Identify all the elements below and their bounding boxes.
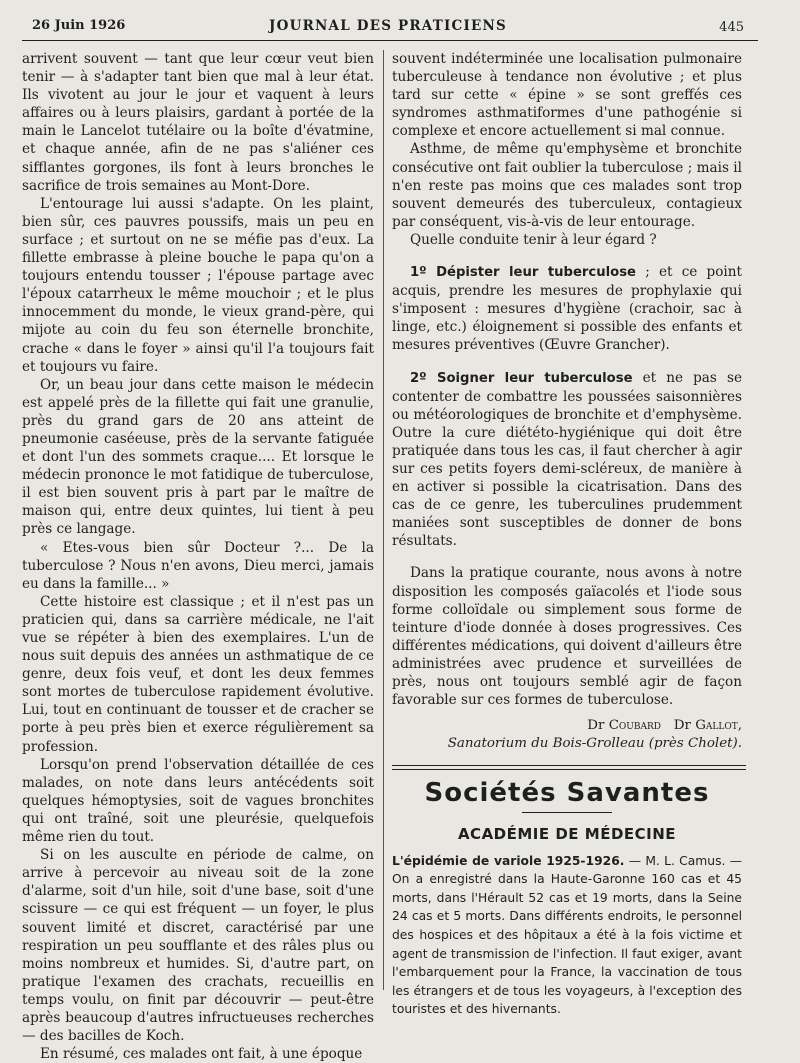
section-title: Sociétés Savantes <box>424 778 710 809</box>
point-one-label: 1º Dépister leur tuberculose <box>410 265 636 281</box>
paragraph: Quelle conduite tenir à leur égard ? <box>410 231 657 248</box>
signature-name: Gallot, <box>695 718 742 734</box>
academy-heading: ACADÉMIE DE MÉDECINE <box>457 825 677 844</box>
report-author: — M. L. Camus. <box>624 853 726 868</box>
academy-report <box>392 852 742 1019</box>
left-column <box>22 50 374 1063</box>
point-one-text: ; et ce point acquis, prendre les mesures de prophylaxie qui s'imposent : mesures d'hygiène (crachoir, sac à linge, etc.) éloignement si possible des enfants et mesures préventives (Œuvre Grancher). <box>392 264 742 354</box>
paragraph: souvent indéterminée une localisation pulmonaire tuberculeuse à tendance non évolutive ; et plus tard sur cette « épine » se sont greffés ces syndromes asthmatiformes d'une pathogénie si complexe et encore actuellement si mal connue. <box>392 51 742 140</box>
report-lead: L'épidémie de variole 1925-1926. <box>392 853 625 868</box>
point-one <box>392 263 742 354</box>
point-two <box>392 369 742 551</box>
report-text: — On a enregistré dans la Haute-Garonne 160 cas et 45 morts, dans l'Hérault 52 cas et 19 morts, dans la Seine 24 cas et 5 morts. Dans différents endroits, le personnel des hospices et des hôpitaux a été à la fois victime et agent de transmission de l'infection. Il faut exiger, avant l'embarquement pour la France, la vaccination de tous les étrangers et de tous les voyageurs, à l'exception des touristes et des hivernants. <box>392 853 742 1017</box>
signature-prefix: Dr <box>673 718 691 734</box>
closing-paragraph: Dans la pratique courante, nous avons à notre disposition les composés gaïacolés et l'iode sous forme colloïdale ou simplement sous forme de teinture d'iode donnée à doses progressives. Ces différentes médications, qui doivent d'ailleurs être administrées avec prudence et surveillées de près, nous ont toujours semblé agir de façon favorable sur ces formes de tuberculose. <box>392 565 742 709</box>
paragraph: Lorsqu'on prend l'observation détaillée de ces malades, on note dans leurs antécédents soit quelques hémoptysies, soit de vagues bronchites qui ont traîné, soit une pleurésie, quelquefois même rien du tout. <box>22 756 374 846</box>
header-date: 26 Juin 1926 <box>32 18 126 33</box>
running-header <box>32 16 744 40</box>
paragraph: Si on les ausculte en période de calme, on arrive à percevoir au niveau soit de la zone d'alarme, soit d'un hile, soit d'une base, soit d'une scissure — ce qui est fréquent — un foyer, le plus souvent limité et discret, caractérisé par une respiration un peu soufflante et des râles plus ou moins nombreux et humides. Si, d'autre part, on pratique l'examen des crachats, recueillis en temps voulu, on finit par découvrir — peut-être après beaucoup d'autres infructueuses recherches — des bacilles de Koch. <box>22 847 374 1045</box>
header-rule <box>22 40 758 41</box>
right-column <box>392 50 742 1019</box>
column-divider <box>383 50 384 990</box>
journal-title: JOURNAL DES PRATICIENS <box>269 18 507 34</box>
signature-name: Coubard <box>608 718 662 734</box>
paragraph: Cette histoire est classique ; et il n'est pas un praticien qui, dans sa carrière médicale, ne l'ait vue se répéter à bien des exemplaires. L'un de nous suit depuis des années un asthmatique de ce genre, deux fois veuf, et dont les deux femmes sont mortes de tuberculose rapidement évolutive. Lui, tout en continuant de tousser et de cracher se porte à peu près bien et exerce régulièrement sa profession. <box>22 593 374 755</box>
paragraph: Or, un beau jour dans cette maison le médecin est appelé près de la fillette qui fait une granulie, près du grand gars de 20 ans atteint de pneumonie caséeuse, près de la servante fatiguée et dont l'un des sommets craque.... Et lorsque le médecin prononce le mot fatidique de tuberculose, il est bien souvent pris à part par le maître de maison qui, entre deux quintes, lui tient à peu près ce langage. <box>22 376 374 538</box>
paragraph: « Etes-vous bien sûr Docteur ?... De la tuberculose ? Nous n'en avons, Dieu merci, jamais eu dans la famille... » <box>22 539 374 592</box>
point-two-text: et ne pas se contenter de combattre les poussées saisonnières ou météorologiques de bronchite et d'emphysème. Outre la cure diététo-hygiénique qui doit être pratiquée dans tous les cas, il faut chercher à agir sur ces petits foyers demi-scléreux, de manière à en activer si possible la cicatrisation. Dans des cas de ce genre, les tuberculines prudemment maniées sont susceptibles de donner de bons résultats. <box>392 369 742 550</box>
paragraph: Asthme, de même qu'emphysème et bronchite consécutive ont fait oublier la tuberculose ; mais il n'en reste pas moins que ces malades sont trop souvent demeurés des tuberculeux, contagieux par conséquent, vis-à-vis de leur entourage. <box>392 141 742 230</box>
signature-institution: Sanatorium du Bois-Grolleau (près Cholet). <box>447 736 742 752</box>
point-two-label: 2º Soigner leur tuberculose <box>410 370 633 386</box>
paragraph: En résumé, ces malades ont fait, à une époque <box>40 1046 363 1063</box>
paragraph: arrivent souvent — tant que leur cœur veut bien tenir — à s'adapter tant bien que mal à leur état. Ils vivotent au jour le jour et vaquent à leurs affaires ou à leurs plaisirs, gardant à portée de la main le Lancelot tutélaire ou la boîte d'évatmine, et chaque année, afin de ne pas s'aliéner ces sifflantes gorgones, ils font à leurs bronches le sacrifice de trois semaines au Mont-Dore. <box>22 51 374 194</box>
paragraph: L'entourage lui aussi s'adapte. On les plaint, bien sûr, ces pauvres poussifs, mais un peu en surface ; et surtout on ne se méfie pas d'eux. La fillette embrasse à pleine bouche le papa qu'on a toujours entendu tousser ; l'épouse partage avec l'époux catarrheux le même mouchoir ; et le plus innocemment du monde, le vieux grand-père, qui mijote au coin du feu son éternelle bronchite, crache « dans le foyer » ainsi qu'il l'a toujours fait et toujours vu faire. <box>22 195 374 375</box>
section-title-rule <box>522 812 612 813</box>
signature-prefix: Dr <box>587 718 605 734</box>
page-number: 445 <box>719 20 744 35</box>
signature-line <box>392 717 742 735</box>
section-double-rule <box>392 765 746 770</box>
